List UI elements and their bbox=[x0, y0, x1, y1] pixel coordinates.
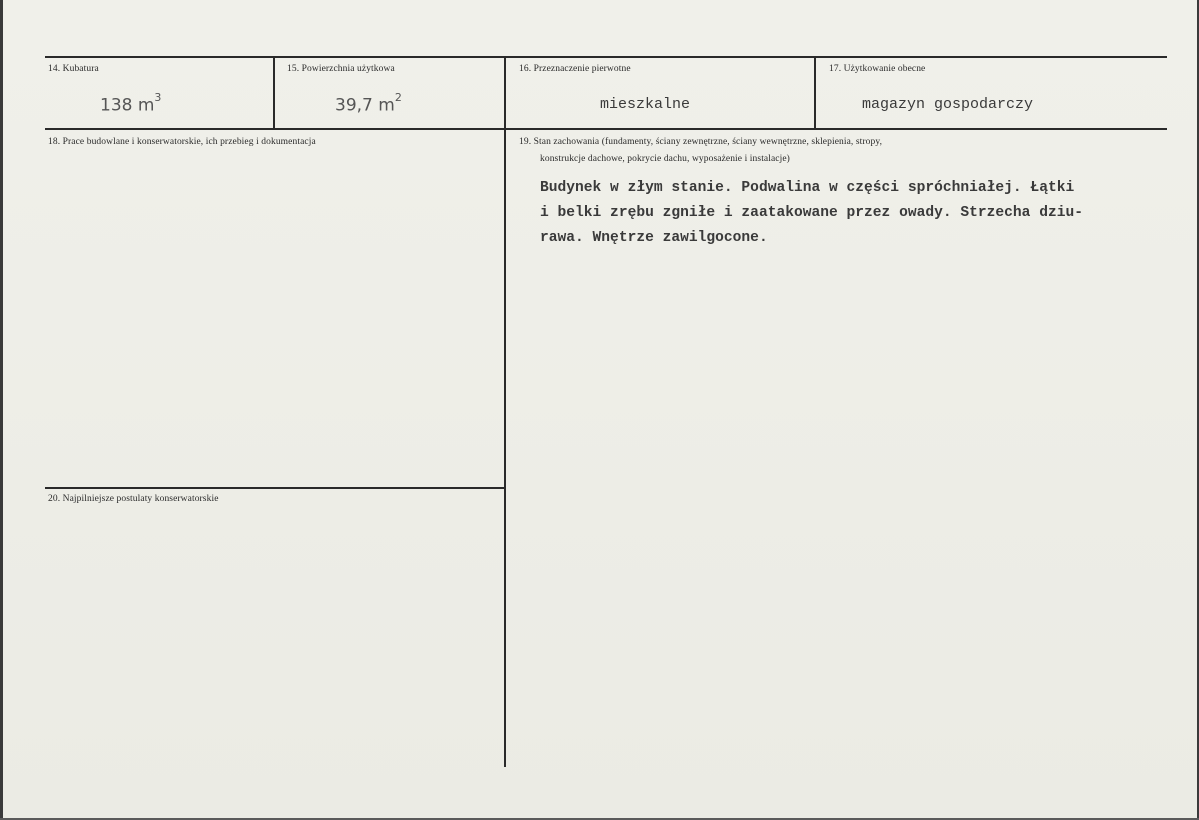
field-19-line-1: Budynek w złym stanie. Podwalina w części spróchniałej. Łątki bbox=[540, 180, 1075, 196]
field-15-value bbox=[335, 91, 402, 116]
divider-main bbox=[504, 57, 506, 767]
field-19-line-2: i belki zrębu zgniłe i zaatakowane przez owady. Strzecha dziu- bbox=[540, 205, 1083, 221]
field-19-description bbox=[540, 176, 1140, 251]
field-16-label: 16. Przeznaczenie pierwotne bbox=[519, 64, 631, 74]
field-15-value-text: 39,7 m bbox=[335, 95, 395, 116]
field-14-value-sup: 3 bbox=[154, 91, 162, 104]
field-19-label-line2: konstrukcje dachowe, pokrycie dachu, wyposażenie i instalacje) bbox=[540, 154, 790, 164]
field-15-label: 15. Powierzchnia użytkowa bbox=[287, 64, 395, 74]
card-edge-left bbox=[0, 0, 3, 820]
field-20-label: 20. Najpilniejsze postulaty konserwatorskie bbox=[48, 494, 219, 504]
divider-14-15 bbox=[273, 57, 275, 129]
field-18-label: 18. Prace budowlane i konserwatorskie, ich przebieg i dokumentacja bbox=[48, 137, 316, 147]
field-19-label-line1: 19. Stan zachowania (fundamenty, ściany zewnętrzne, ściany wewnętrzne, sklepienia, stropy, bbox=[519, 137, 883, 147]
field-17-label: 17. Użytkowanie obecne bbox=[829, 64, 926, 74]
field-17-value: magazyn gospodarczy bbox=[862, 96, 1034, 113]
field-16-value: mieszkalne bbox=[600, 96, 691, 113]
field-19-line-3: rawa. Wnętrze zawilgocone. bbox=[540, 230, 768, 246]
field-14-value-text: 138 m bbox=[100, 95, 155, 116]
field-15-value-sup: 2 bbox=[394, 91, 402, 104]
row1-bottom-rule bbox=[45, 128, 1167, 130]
field-14-value bbox=[100, 91, 162, 116]
divider-16-17 bbox=[814, 57, 816, 129]
section-18-bottom-rule bbox=[45, 487, 505, 489]
field-14-label: 14. Kubatura bbox=[48, 64, 99, 74]
top-rule bbox=[45, 56, 1167, 58]
